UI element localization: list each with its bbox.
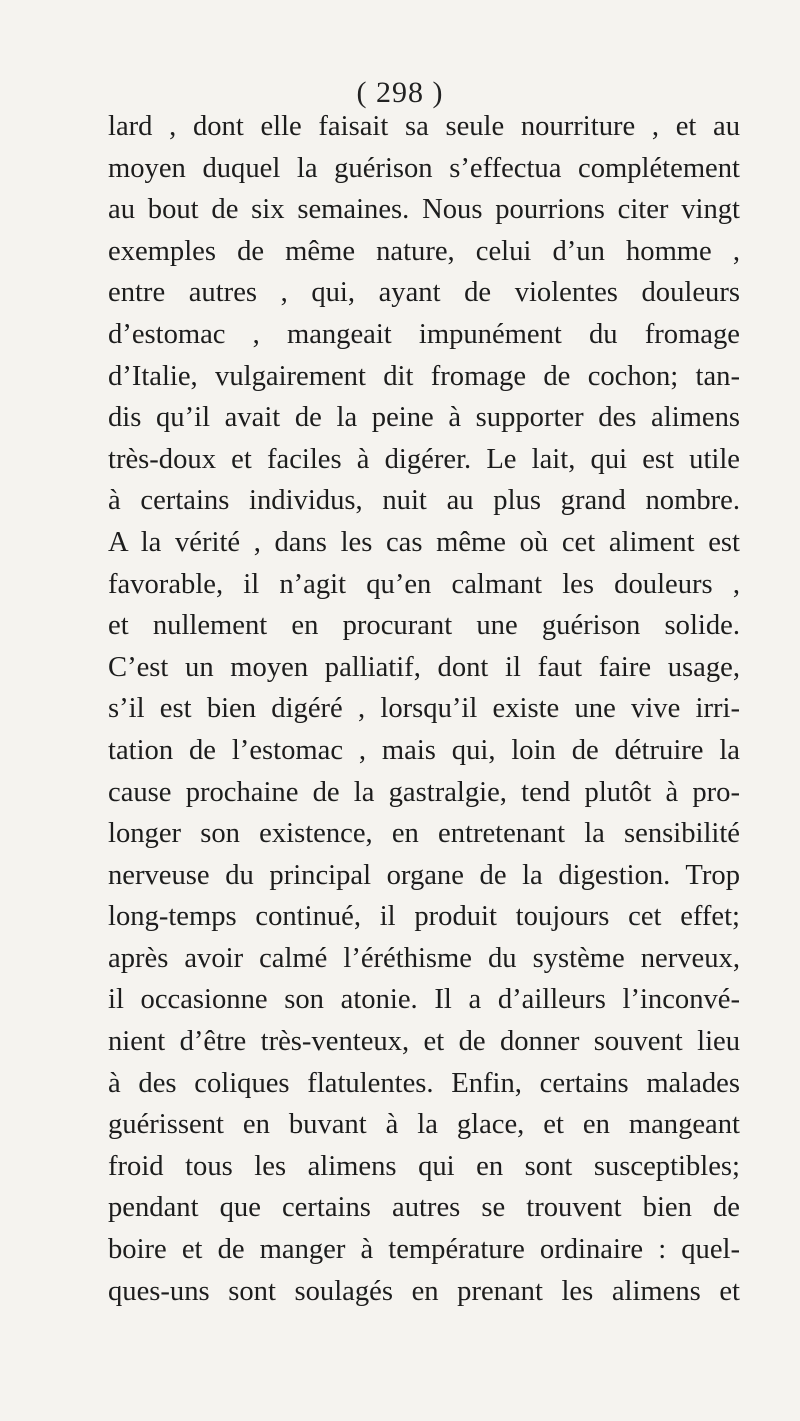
text-line-22: il occasionne son atonie. Il a d’ailleurs l’inconvé- bbox=[108, 984, 740, 1016]
text-line-14: C’est un moyen palliatif, dont il faut faire usage, bbox=[108, 651, 740, 683]
text-line-16: tation de l’estomac , mais qui, loin de détruire la bbox=[108, 734, 740, 766]
text-line-25: guérissent en buvant à la glace, et en mangeant bbox=[108, 1109, 740, 1141]
text-line-19: nerveuse du principal organe de la digestion. Trop bbox=[108, 859, 740, 891]
text-line-18: longer son existence, en entretenant la sensibilité bbox=[108, 818, 740, 850]
body-text bbox=[108, 106, 740, 1312]
text-line-12: favorable, il n’agit qu’en calmant les douleurs , bbox=[108, 568, 740, 600]
text-line-15: s’il est bien digéré , lorsqu’il existe une vive irri- bbox=[108, 693, 740, 725]
text-line-28: boire et de manger à température ordinaire : quel- bbox=[108, 1234, 740, 1266]
text-line-24: à des coliques flatulentes. Enfin, certains malades bbox=[108, 1067, 740, 1099]
text-line-1: lard , dont elle faisait sa seule nourriture , et au bbox=[108, 111, 740, 142]
text-line-26: froid tous les alimens qui en sont susceptibles; bbox=[108, 1150, 740, 1182]
text-line-10: à certains individus, nuit au plus grand nombre. bbox=[108, 485, 740, 517]
text-line-3: au bout de six semaines. Nous pourrions citer vingt bbox=[108, 194, 740, 226]
page-number: ( 298 ) bbox=[356, 76, 444, 109]
text-line-9: très-doux et faciles à digérer. Le lait, qui est utile bbox=[108, 443, 740, 475]
text-line-4: exemples de même nature, celui d’un homme , bbox=[108, 235, 740, 267]
text-line-21: après avoir calmé l’éréthisme du système nerveux, bbox=[108, 942, 740, 974]
text-line-29: ques-uns sont soulagés en prenant les alimens et bbox=[108, 1275, 740, 1307]
text-line-2: moyen duquel la guérison s’effectua complétement bbox=[108, 152, 740, 184]
text-line-5: entre autres , qui, ayant de violentes douleurs bbox=[108, 277, 740, 309]
text-line-8: dis qu’il avait de la peine à supporter des alimens bbox=[108, 402, 740, 434]
text-line-7: d’Italie, vulgairement dit fromage de cochon; tan- bbox=[108, 360, 740, 392]
text-line-13: et nullement en procurant une guérison solide. bbox=[108, 610, 740, 642]
text-line-27: pendant que certains autres se trouvent bien de bbox=[108, 1192, 740, 1224]
text-line-23: nient d’être très-venteux, et de donner souvent lieu bbox=[108, 1026, 740, 1058]
text-line-11: A la vérité , dans les cas même où cet aliment est bbox=[108, 526, 740, 558]
text-line-20: long-temps continué, il produit toujours cet effet; bbox=[108, 901, 740, 933]
text-line-6: d’estomac , mangeait impunément du fromage bbox=[108, 318, 740, 350]
text-line-17: cause prochaine de la gastralgie, tend plutôt à pro- bbox=[108, 776, 740, 808]
